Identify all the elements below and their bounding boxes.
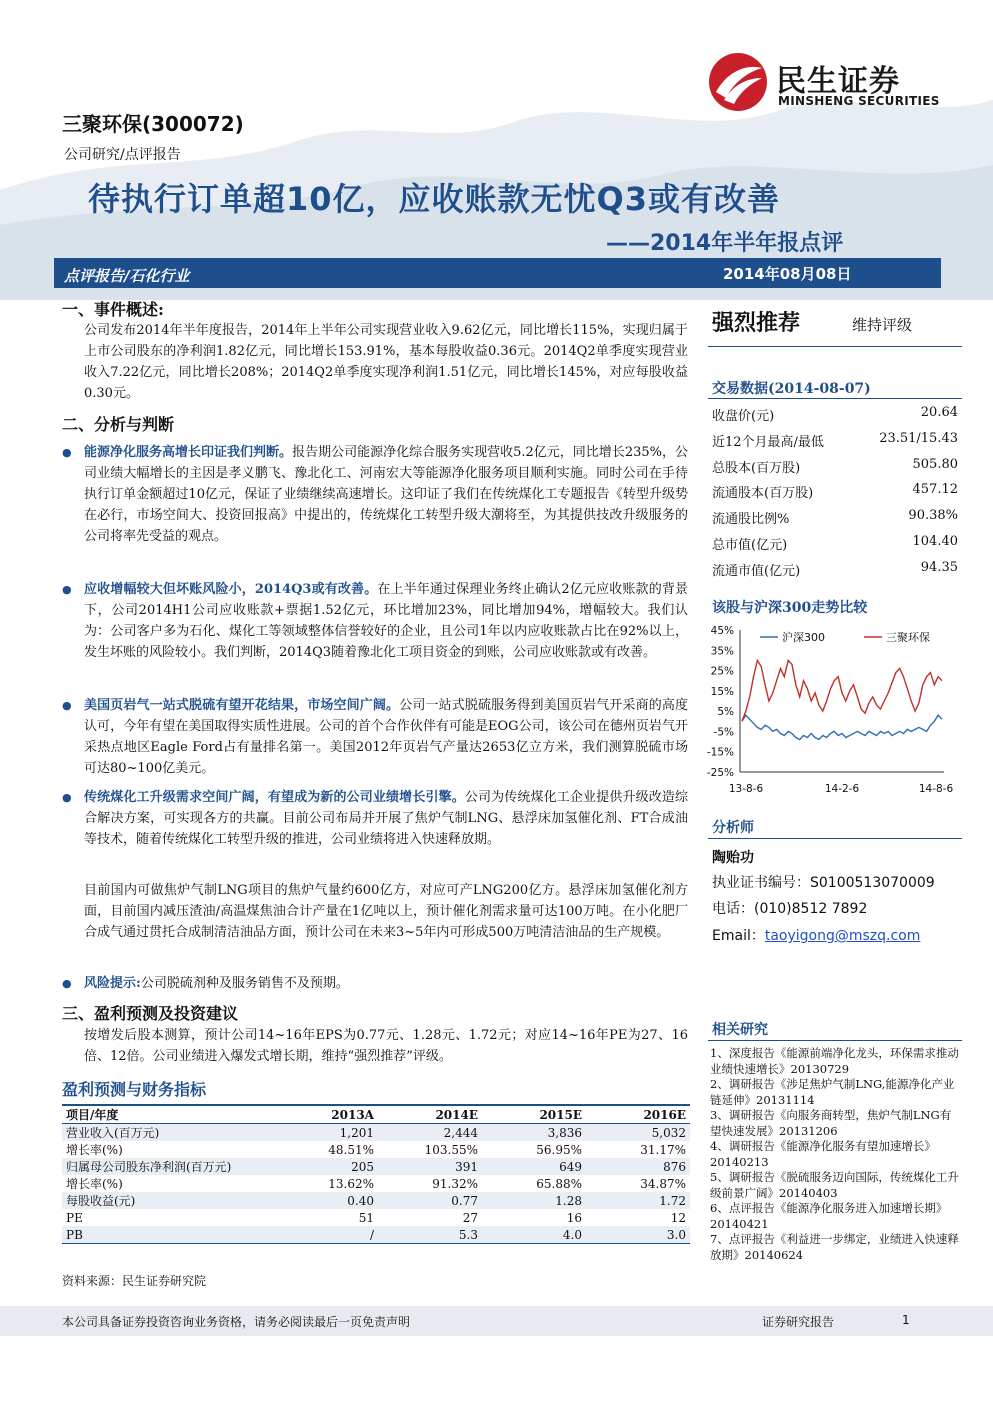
table-cell: 16	[566, 1210, 582, 1225]
y-tick-label: 15%	[710, 685, 734, 698]
report-date: 2014年08月08日	[723, 265, 852, 283]
email-label: Email：	[712, 928, 765, 944]
trade-row	[712, 482, 958, 501]
trade-label: 流通股比例%	[712, 512, 790, 528]
page-number: 1	[902, 1313, 910, 1327]
divider	[708, 398, 962, 399]
table-cell: 48.51%	[328, 1142, 374, 1157]
point-3-body: 公司一站式脱硫服务得到美国页岩气开采商的高度认可，今年有望在美国取得实质性进展。公司的首个合作伙伴有可能是EOG公司，该公司在德州页岩气开采热点地区Eagle Ford占有量排名第一。美国2012年页岩气产量达2653亿立方米，我们测算脱硫市场可达80~100亿美元。	[84, 698, 688, 776]
table-cell: /	[274, 1226, 378, 1244]
trade-row	[712, 405, 958, 424]
table-row	[62, 1124, 690, 1142]
point-4-para-2: 目前国内可做焦炉气制LNG项目的焦炉气量约600亿方，对应可产LNG200亿方。悬浮床加氢催化剂方面，目前国内减压渣油/高温煤焦油合计产量在1亿吨以上，预计催化剂需求量可达100万吨。在小化肥厂合成气通过贯托合成制清洁油品方面，预计公司在未来3~5年内可形成500万吨清洁油品的生产规模。	[84, 883, 688, 940]
related-title: 相关研究	[712, 1022, 768, 1038]
analyst-phone: 电话：(010)8512 7892	[712, 901, 868, 917]
rating: 强烈推荐	[712, 310, 801, 336]
table-cell: 4.0	[482, 1226, 586, 1244]
source-note: 资料来源：民生证券研究院	[62, 1274, 207, 1288]
industry-label: 点评报告/石化行业	[64, 267, 190, 285]
brand-name: 民生证券	[776, 64, 900, 99]
related-list	[710, 1046, 960, 1263]
related-item[interactable]: 7、点评报告《利益进一步绑定，业绩进入快速释放期》20140624	[710, 1232, 959, 1262]
trade-value: 104.40	[912, 534, 958, 549]
series-line	[742, 715, 942, 739]
table-cell: 0.77	[378, 1192, 482, 1209]
section-2-title: 二、分析与判断	[62, 415, 175, 434]
table-cell: 51	[358, 1210, 374, 1225]
risk-head: 风险提示:	[84, 976, 141, 991]
footer-disclaimer: 本公司具备证券投资咨询业务资格，请务必阅读最后一页免责声明	[62, 1315, 411, 1329]
trade-label: 总市值(亿元)	[712, 538, 788, 553]
license-number: 执业证书编号：S0100513070009	[712, 875, 935, 891]
table-cell: 增长率(%)	[66, 1177, 123, 1191]
related-item[interactable]: 1、深度报告《能源前端净化龙头，环保需求推动业绩快速增长》20130729	[710, 1046, 959, 1076]
point-2-body: 在上半年通过保理业务终止确认2亿元应收账款的背景下，公司2014H1公司应收账款+票据1.52亿元，环比增加23%，同比增加94%，增幅较大。我们认为：公司客户多为石化、煤化工等领域整体信誉较好的企业，且公司1年以内应收账款占比在92%以上，发生坏账的风险较小。我们判断，2014Q3随着豫北化工项目资金的到账，公司应收账款或有改善。	[84, 582, 688, 660]
point-4	[84, 787, 688, 850]
divider	[708, 346, 962, 347]
table-row	[62, 1226, 690, 1244]
trade-value: 20.64	[920, 405, 958, 420]
table-cell: 3.0	[586, 1226, 690, 1244]
bullet-icon: ●	[62, 446, 72, 459]
analyst-email	[712, 925, 920, 945]
price-chart	[704, 620, 960, 800]
trade-value: 23.51/15.43	[879, 430, 958, 446]
y-tick-label: -25%	[706, 767, 734, 779]
table-cell: 5,032	[586, 1124, 690, 1142]
divider	[708, 838, 962, 839]
table-header-cell: 2015E	[482, 1105, 586, 1124]
related-item[interactable]: 2、调研报告《涉足焦炉气制LNG,能源净化产业链延伸》20131114	[710, 1077, 955, 1107]
table-row	[62, 1192, 690, 1209]
point-2-head: 应收增幅较大但坏账风险小，2014Q3或有改善。	[84, 582, 378, 597]
brand-logo-icon	[708, 52, 768, 112]
table-cell: 103.55%	[424, 1142, 478, 1157]
trade-row	[712, 534, 958, 553]
table-cell: 649	[482, 1158, 586, 1175]
table-cell: 27	[462, 1210, 478, 1225]
table-cell: 1.28	[482, 1192, 586, 1209]
company-name: 三聚环保(300072)	[62, 112, 244, 136]
point-1-body: 报告期公司能源净化综合服务实现营收5.2亿元，同比增长235%，公司业绩大幅增长的主因是孝义鹏飞、豫北化工、河南宏大等能源净化服务项目顺利实施。同时公司在手待执行订单金额超过10亿元，保证了业绩继续高速增长。这印证了我们在传统煤化工专题报告《转型升级势在必行，市场空间大、投资回报高》中提出的，传统煤化工转型升级大潮将至，为其提供技改升级服务的公司将率先受益的观点。	[84, 445, 688, 544]
table-cell: 391	[378, 1158, 482, 1175]
risk-note	[84, 973, 688, 994]
trade-row	[712, 431, 958, 450]
section-1-body: 公司发布2014年半年度报告，2014年上半年公司实现营业收入9.62亿元，同比增长115%，实现归属于上市公司股东的净利润1.82亿元，同比增长153.91%，基本每股收益0.36元。2014Q2单季度实现营业收入7.22亿元，同比增长208%；2014Q2单季度实现净利润1.51亿元，同比增长145%，对应每股收益0.30元。	[84, 323, 688, 401]
y-tick-label: 5%	[717, 706, 734, 719]
table-header-cell: 项目/年度	[62, 1105, 274, 1124]
legend-label: 三聚环保	[886, 631, 930, 644]
report-type: 公司研究/点评报告	[64, 147, 181, 163]
point-1-head: 能源净化服务高增长印证我们判断。	[84, 445, 293, 460]
table-cell: 每股收益(元)	[62, 1192, 274, 1209]
point-1	[84, 442, 688, 547]
y-tick-label: -5%	[713, 726, 734, 739]
y-tick-label: 35%	[710, 645, 734, 658]
table-cell: 3,836	[482, 1124, 586, 1142]
table-row	[62, 1209, 690, 1226]
related-item[interactable]: 6、点评报告《能源净化服务进入加速增长期》20140421	[710, 1201, 948, 1231]
point-3-head: 美国页岩气一站式脱硫有望开花结果，市场空间广阔。	[84, 698, 400, 713]
table-title: 盈利预测与财务指标	[62, 1080, 207, 1099]
trade-label: 流通市值(亿元)	[712, 563, 801, 579]
bullet-icon: ●	[62, 977, 72, 990]
divider	[708, 1040, 962, 1041]
trade-value: 90.38%	[908, 508, 958, 524]
table-cell: 34.87%	[640, 1176, 686, 1191]
x-tick-label: 13-8-6	[728, 783, 764, 795]
table-row	[62, 1175, 690, 1192]
trade-value: 505.80	[912, 456, 958, 472]
table-cell: 归属母公司股东净利润(百万元)	[62, 1158, 274, 1175]
table-cell: 56.95%	[536, 1142, 582, 1157]
point-3	[84, 695, 688, 779]
table-cell: 65.88%	[536, 1176, 582, 1191]
table-cell: 5.3	[378, 1226, 482, 1244]
trade-label: 近12个月最高/最低	[712, 434, 824, 450]
table-cell: 205	[274, 1158, 378, 1175]
section-3-body: 按增发后股本测算，预计公司14~16年EPS为0.77元、1.28元、1.72元；对应14~16年PE为27、16倍、12倍。公司业绩进入爆发式增长期，维持“强烈推荐”评级。	[84, 1028, 688, 1064]
table-cell: PB	[62, 1226, 274, 1244]
table-cell: 增长率(%)	[66, 1143, 123, 1157]
chart-title: 该股与沪深300走势比较	[712, 600, 868, 616]
y-tick-label: 25%	[710, 665, 734, 678]
brand-name-en: MINSHENG SECURITIES	[778, 94, 940, 108]
x-tick-label: 14-8-6	[918, 783, 954, 795]
trade-row	[712, 457, 958, 476]
table-cell: 0.40	[274, 1192, 378, 1209]
table-cell: 31.17%	[640, 1142, 686, 1157]
table-cell: 12	[670, 1210, 686, 1225]
table-header-cell: 2016E	[586, 1105, 690, 1124]
y-tick-label: 45%	[710, 625, 734, 637]
trade-row	[712, 560, 958, 579]
trade-value: 457.12	[912, 482, 958, 498]
table-cell: 876	[586, 1158, 690, 1175]
point-2	[84, 579, 688, 663]
table-cell: 2,444	[378, 1124, 482, 1142]
table-cell: 13.62%	[328, 1176, 374, 1191]
trade-value: 94.35	[920, 559, 958, 575]
report-subtitle: ——2014年半年报点评	[606, 231, 844, 256]
analyst-name: 陶贻功	[712, 850, 754, 866]
trade-label: 总股本(百万股)	[712, 460, 801, 476]
legend-label: 沪深300	[782, 631, 825, 644]
table-header-cell: 2014E	[378, 1105, 482, 1124]
email-link[interactable]: taoyigong@mszq.com	[764, 928, 921, 944]
financial-table	[62, 1104, 690, 1244]
table-row	[62, 1141, 690, 1158]
rating-note: 维持评级	[852, 316, 913, 334]
trade-label: 收盘价(元)	[712, 409, 775, 424]
bullet-icon: ●	[62, 699, 72, 712]
x-tick-label: 14-2-6	[824, 783, 860, 795]
report-title: 待执行订单超10亿，应收账款无忧Q3或有改善	[88, 180, 781, 218]
footer-report-type: 证券研究报告	[762, 1315, 835, 1329]
point-4-body: 公司为传统煤化工企业提供升级改造综合解决方案，可实现各方的共赢。目前公司布局并开展了焦炉气制LNG、悬浮床加氢催化剂、FT合成油等技术，随着传统煤化工转型升级的推进，公司业绩将进入快速释放期。	[84, 790, 688, 847]
table-cell: 营业收入(百万元)	[62, 1124, 274, 1142]
table-cell: 91.32%	[432, 1176, 478, 1191]
bullet-icon: ●	[62, 791, 72, 804]
risk-body: 公司脱硫剂种及服务销售不及预期。	[140, 976, 349, 991]
table-header-cell: 2013A	[274, 1105, 378, 1124]
analyst-title: 分析师	[712, 820, 754, 836]
section-3-title: 三、盈利预测及投资建议	[62, 1004, 239, 1023]
y-tick-label: -15%	[706, 746, 734, 759]
related-item[interactable]: 5、调研报告《脱硫服务迈向国际，传统煤化工升级前景广阔》20140403	[710, 1170, 959, 1200]
bullet-icon: ●	[62, 583, 72, 596]
table-header-row	[62, 1105, 690, 1124]
trade-label: 流通股本(百万股)	[712, 486, 814, 502]
table-cell: PE	[66, 1210, 83, 1225]
related-item[interactable]: 3、调研报告《向服务商转型，焦炉气制LNG有望快速发展》20131206	[710, 1108, 952, 1138]
section-1-title: 一、事件概述:	[62, 300, 164, 319]
related-item[interactable]: 4、调研报告《能源净化服务有望加速增长》20140213	[710, 1139, 936, 1169]
trade-row	[712, 508, 958, 527]
series-line	[742, 660, 942, 721]
point-4-head: 传统煤化工升级需求空间广阔，有望成为新的公司业绩增长引擎。	[84, 790, 465, 805]
table-cell: 1.72	[586, 1192, 690, 1209]
table-cell: 1,201	[274, 1124, 378, 1142]
table-row	[62, 1158, 690, 1175]
trade-data-title: 交易数据(2014-08-07)	[712, 381, 871, 397]
